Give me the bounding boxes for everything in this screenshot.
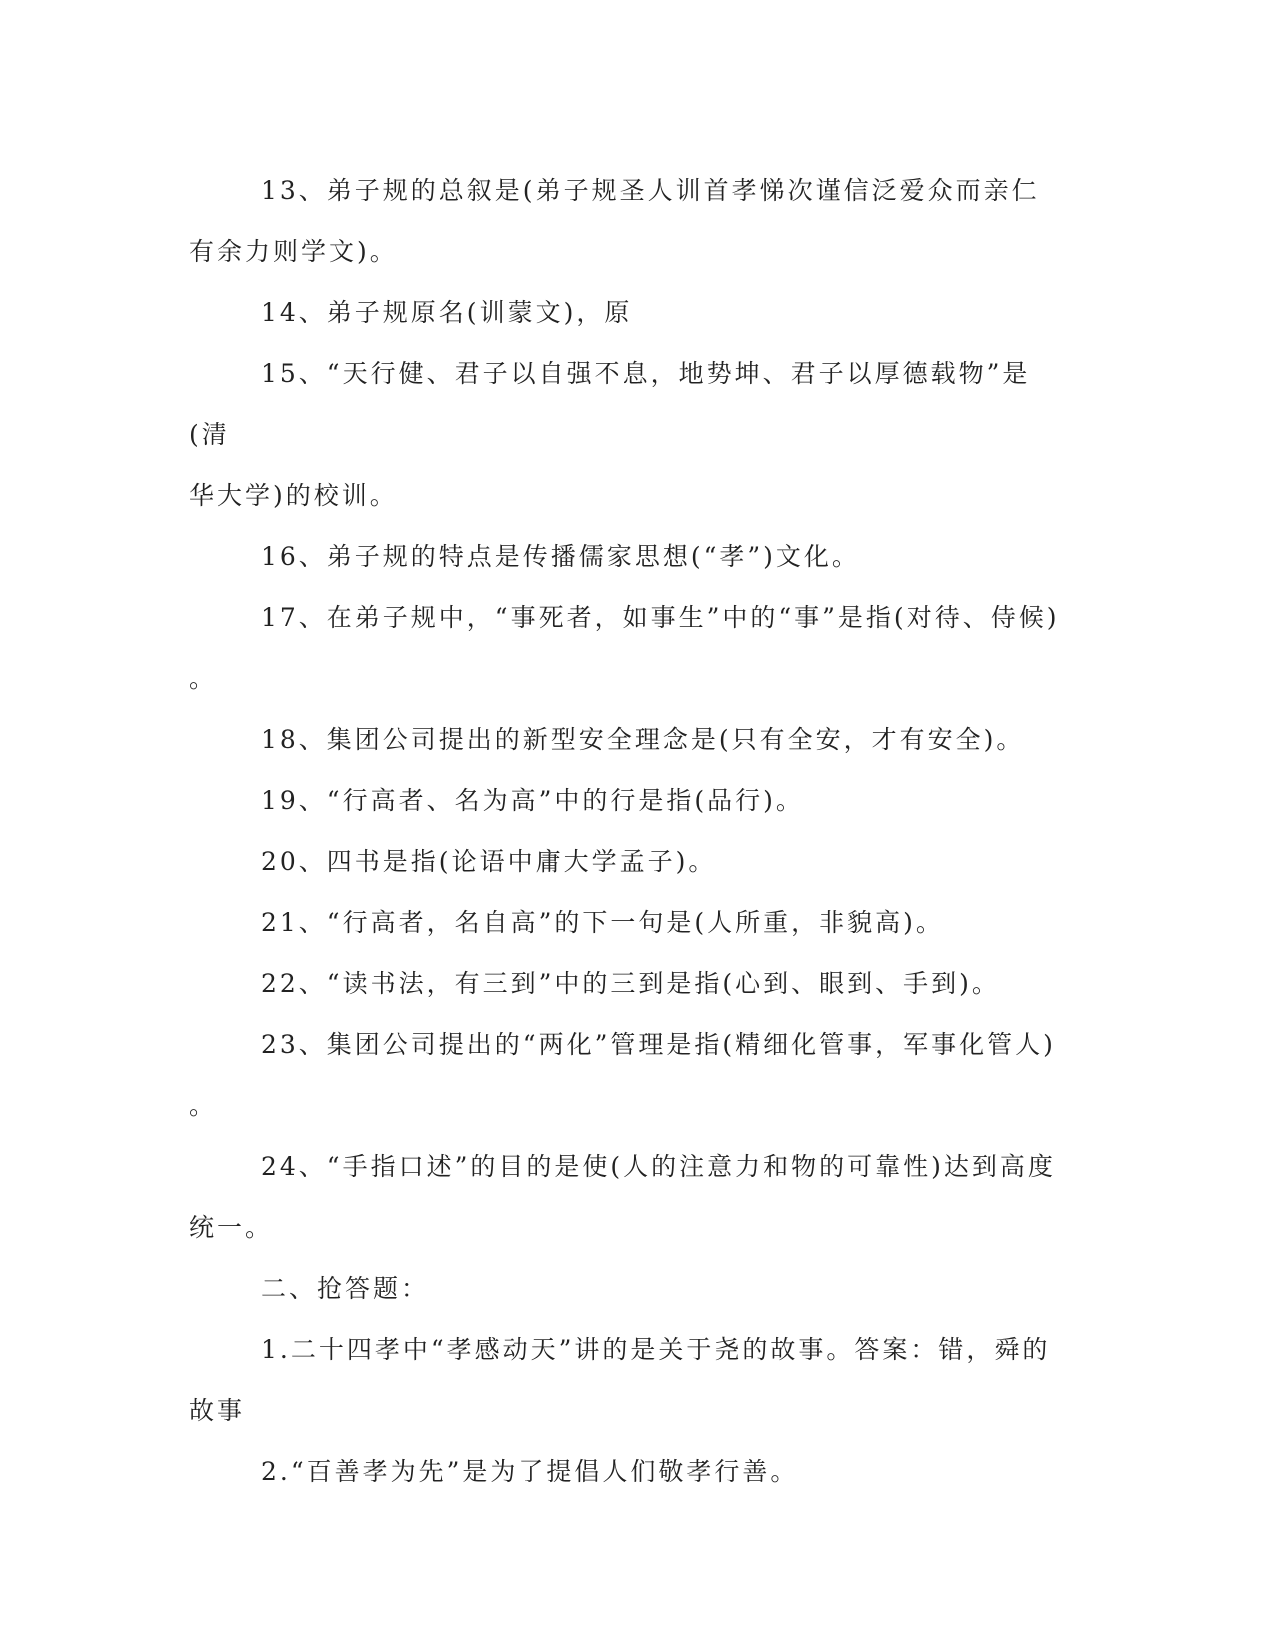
- section-heading: [189, 1258, 1069, 1319]
- paragraph-text: 14、弟子规原名(训蒙文)，原: [261, 298, 633, 327]
- paragraph-continuation: 统一。: [189, 1213, 274, 1242]
- paragraph-text: 17、在弟子规中，“事死者，如事生”中的“事”是指(对待、侍候): [261, 603, 1060, 632]
- paragraph-14: [189, 282, 1069, 343]
- paragraph-text: 22、“读书法，有三到”中的三到是指(心到、眼到、手到)。: [261, 969, 1000, 998]
- paragraph-22: [189, 953, 1069, 1014]
- paragraph-text: 24、“手指口述”的目的是使(人的注意力和物的可靠性)达到高度: [261, 1152, 1056, 1181]
- paragraph-text: 16、弟子规的特点是传播儒家思想(“孝”)文化。: [261, 542, 860, 571]
- paragraph-13: [189, 160, 1069, 282]
- paragraph-text: 19、“行高者、名为高”中的行是指(品行)。: [261, 786, 804, 815]
- paragraph-21: [189, 892, 1069, 953]
- paragraph-15: [189, 343, 1069, 526]
- paragraph-continuation: 有余力则学文)。: [189, 237, 398, 266]
- paragraph-continuation: 华大学)的校训。: [189, 481, 398, 510]
- paragraph-text: 1.二十四孝中“孝感动天”讲的是关于尧的故事。答案：错，舜的: [261, 1335, 1051, 1364]
- paragraph-text: 20、四书是指(论语中庸大学孟子)。: [261, 847, 717, 876]
- paragraph-continuation: 故事: [189, 1396, 246, 1425]
- paragraph-24: [189, 1136, 1069, 1258]
- paragraph-19: [189, 770, 1069, 831]
- paragraph-text: 23、集团公司提出的“两化”管理是指(精细化管事，军事化管人): [261, 1030, 1056, 1059]
- question-1: [189, 1319, 1069, 1441]
- paragraph-text: 15、“天行健、君子以自强不息，地势坤、君子以厚德载物”是(清: [189, 359, 1031, 449]
- paragraph-continuation: 。: [189, 1091, 218, 1120]
- paragraph-23: [189, 1014, 1069, 1136]
- paragraph-continuation: 。: [189, 664, 218, 693]
- paragraph-20: [189, 831, 1069, 892]
- paragraph-text: 2.“百善孝为先”是为了提倡人们敬孝行善。: [261, 1457, 799, 1486]
- paragraph-17: [189, 587, 1069, 709]
- paragraph-text: 21、“行高者，名自高”的下一句是(人所重，非貌高)。: [261, 908, 944, 937]
- paragraph-text: 18、集团公司提出的新型安全理念是(只有全安，才有安全)。: [261, 725, 1025, 754]
- paragraph-18: [189, 709, 1069, 770]
- paragraph-text: 13、弟子规的总叙是(弟子规圣人训首孝悌次谨信泛爱众而亲仁: [261, 176, 1040, 205]
- section-heading-text: 二、抢答题：: [261, 1274, 430, 1303]
- paragraph-16: [189, 526, 1069, 587]
- document-body: [189, 160, 1069, 1502]
- question-2: [189, 1441, 1069, 1502]
